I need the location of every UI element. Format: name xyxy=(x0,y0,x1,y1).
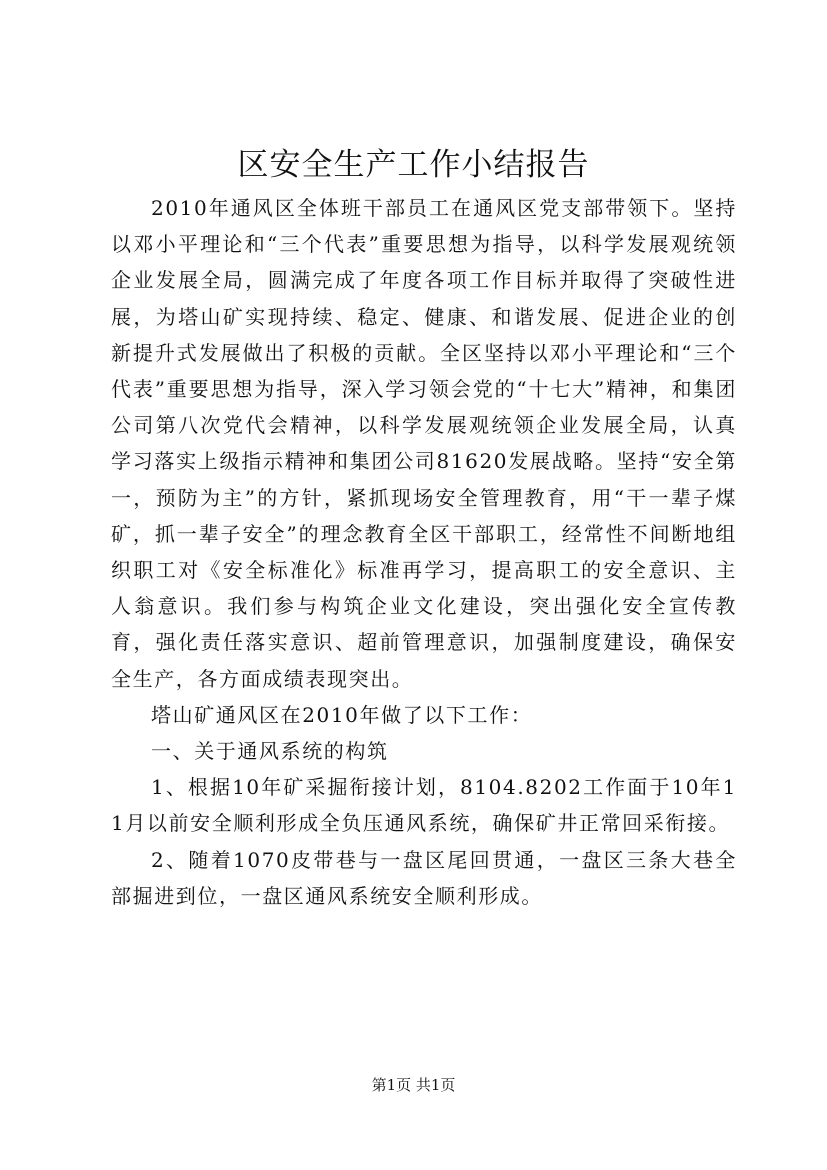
paragraph-work-summary: 塔山矿通风区在2010年做了以下工作： xyxy=(151,702,533,727)
list-item-1: 1、根据10年矿采掘衔接计划，8104.8202工作面于10年11月以前安全顺利形成全负压通风系统，确保矿井正常回采衔接。 xyxy=(111,775,737,836)
page-footer: 第1页 共1页 xyxy=(371,1076,456,1094)
paragraph-intro: 2010年通风区全体班干部员工在通风区党支部带领下。坚持以邓小平理论和“三个代表”重要思想为指导，以科学发展观统领企业发展全局，圆满完成了年度各项工作目标并取得了突破性进展，为塔山矿实现持续、稳定、健康、和谐发展、促进企业的创新提升式发展做出了积极的贡献。全区坚持以邓小平理论和“三个代表”重要思想为指导，深入学习领会党的“十七大”精神，和集团公司第八次党代会精神，以科学发展观统领企业发展全局，认真学习落实上级指示精神和集团公司81620发展战略。坚持“安全第一，预防为主”的方针，紧抓现场安全管理教育，用“干一辈子煤矿，抓一辈子安全”的理念教育全区干部职工，经常性不间断地组织职工对《安全标准化》标准再学习，提高职工的安全意识、主人翁意识。我们参与构筑企业文化建设，突出强化安全宣传教育，强化责任落实意识、超前管理意识，加强制度建设，确保安全生产，各方面成绩表现突出。 xyxy=(111,196,737,691)
list-item-2: 2、随着1070皮带巷与一盘区尾回贯通，一盘区三条大巷全部掘进到位，一盘区通风系统安全顺利形成。 xyxy=(111,847,737,908)
document-title: 区安全生产工作小结报告 xyxy=(237,147,590,183)
section-heading-ventilation: 一、关于通风系统的构筑 xyxy=(151,739,389,764)
document-body xyxy=(111,190,737,914)
